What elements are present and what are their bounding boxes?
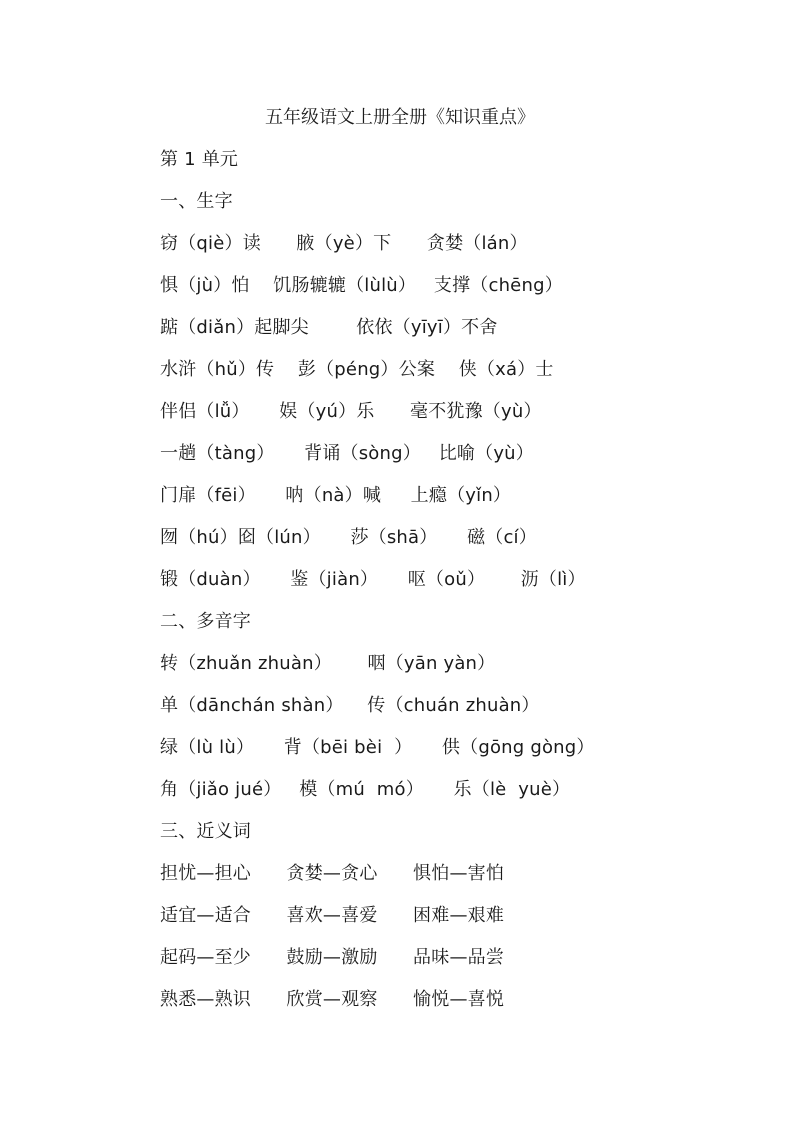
vocab-line: 水浒（hǔ）传 彭（péng）公案 侠（xá）士 (160, 359, 554, 380)
synonym-line: 担忧—担心 贪婪—贪心 惧怕—害怕 (160, 863, 505, 884)
vocab-line: 窃（qiè）读 腋（yè）下 贪婪（lán） (160, 233, 528, 254)
polyphone-line: 角（jiǎo jué） 模（mú mó） 乐（lè yuè） (160, 779, 571, 800)
synonym-line: 起码—至少 鼓励—激励 品味—品尝 (160, 947, 505, 968)
unit-heading: 第 1 单元 (160, 149, 239, 170)
section-heading: 一、生字 (160, 191, 233, 212)
vocab-line: 囫（hú）囵（lún） 莎（shā） 磁（cí） (160, 527, 537, 548)
vocab-line: 门扉（fēi） 呐（nà）喊 上瘾（yǐn） (160, 485, 512, 506)
document-title: 五年级语文上册全册《知识重点》 (265, 107, 535, 128)
synonym-line: 熟悉—熟识 欣赏—观察 愉悦—喜悦 (160, 989, 505, 1010)
polyphone-line: 转（zhuǎn zhuàn） 咽（yān yàn） (160, 653, 496, 674)
section-heading: 二、多音字 (160, 611, 251, 632)
vocab-line: 踮（diǎn）起脚尖 依依（yīyī）不舍 (160, 317, 498, 338)
vocab-line: 锻（duàn） 鉴（jiàn） 呕（oǔ） 沥（lì） (160, 569, 586, 590)
section-heading: 三、近义词 (160, 821, 251, 842)
vocab-line: 一趟（tàng） 背诵（sòng） 比喻（yù） (160, 443, 534, 464)
vocab-line: 伴侣（lǚ） 娱（yú）乐 毫不犹豫（yù） (160, 401, 542, 422)
polyphone-line: 单（dānchán shàn） 传（chuán zhuàn） (160, 695, 540, 716)
polyphone-line: 绿（lù lù） 背（bēi bèi ） 供（gōng gòng） (160, 737, 595, 758)
synonym-line: 适宜—适合 喜欢—喜爱 困难—艰难 (160, 905, 505, 926)
vocab-line: 惧（jù）怕 饥肠辘辘（lùlù） 支撑（chēng） (160, 275, 563, 296)
